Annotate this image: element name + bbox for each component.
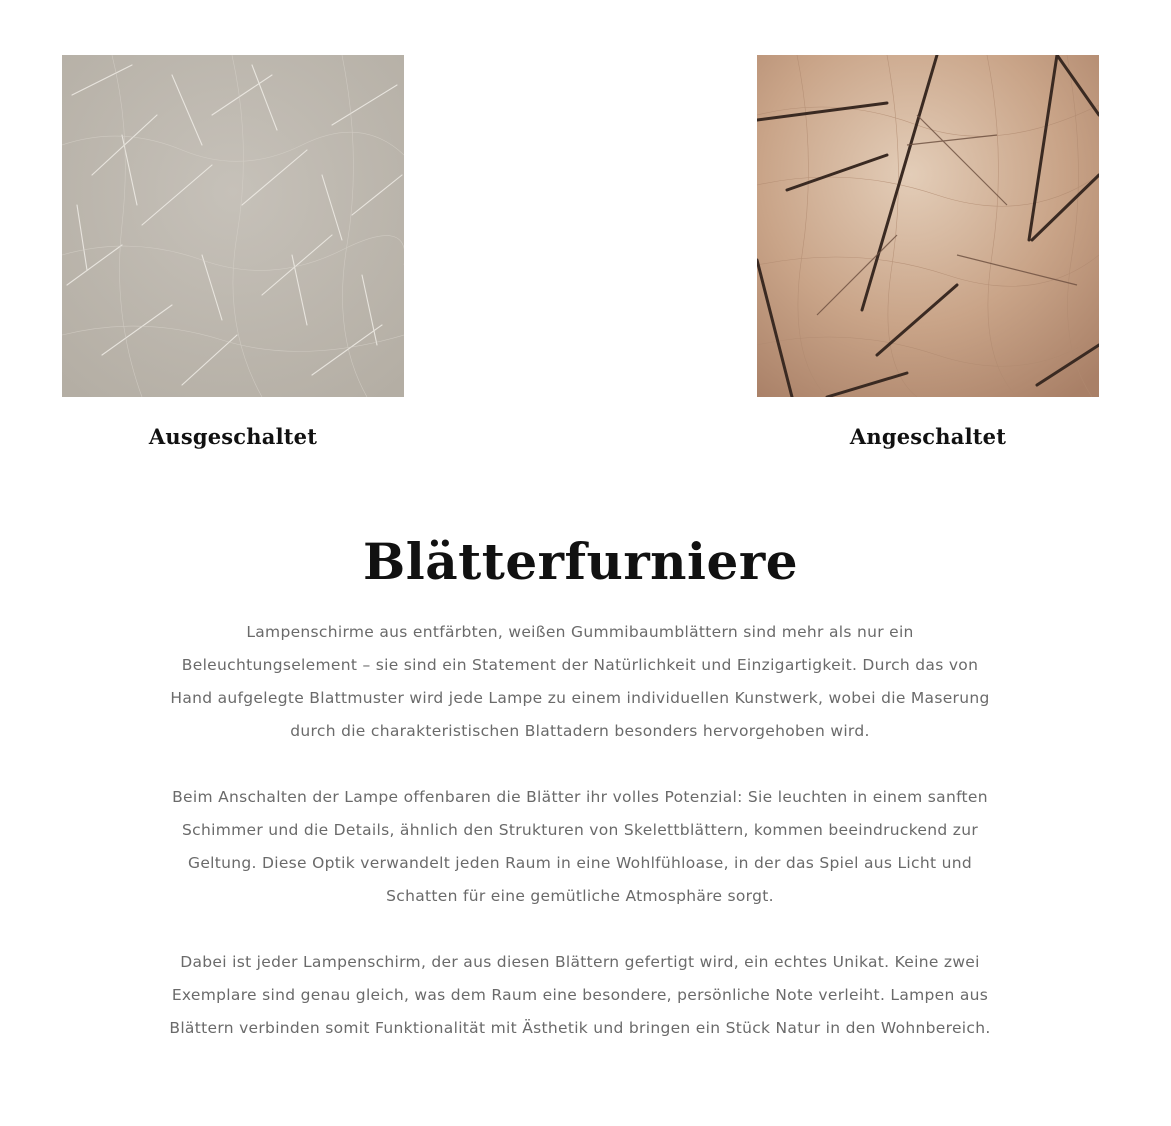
leaf-veneer-off-image xyxy=(62,55,404,397)
leaf-veneer-on-texture xyxy=(757,55,1099,397)
section-body xyxy=(160,616,1000,1078)
caption-switched-off: Ausgeschaltet xyxy=(148,424,318,449)
section-title: Blätterfurniere xyxy=(362,532,798,591)
caption-switched-on: Angeschaltet xyxy=(849,424,1007,449)
paragraph-2: Beim Anschalten der Lampe offenbaren die Blätter ihr volles Potenzial: Sie leuchten in einem sanften Schimmer und die Details, ähnlich den Strukturen von Skelettblättern, kommen beeindruckend zur Geltung. Diese Optik verwandelt jeden Raum in eine Wohlfühloase, in der das Spiel aus Licht und Schatten für eine gemütliche Atmosphäre sorgt. xyxy=(172,788,988,905)
leaf-veneer-off-texture xyxy=(62,55,404,397)
leaf-veneer-on-image xyxy=(757,55,1099,397)
paragraph-3: Dabei ist jeder Lampenschirm, der aus diesen Blättern gefertigt wird, ein echtes Unikat. Keine zwei Exemplare sind genau gleich, was dem Raum eine besondere, persönliche Note verleiht. Lampen aus Blättern verbinden somit Funktionalität mit Ästhetik und bringen ein Stück Natur in den Wohnbereich. xyxy=(169,953,991,1037)
paragraph-1: Lampenschirme aus entfärbten, weißen Gummibaumblättern sind mehr als nur ein Beleuchtungselement – sie sind ein Statement der Natürlichkeit und Einzigartigkeit. Durch das von Hand aufgelegte Blattmuster wird jede Lampe zu einem individuellen Kunstwerk, wobei die Maserung durch die charakteristischen Blattadern besonders hervorgehoben wird. xyxy=(170,623,990,740)
